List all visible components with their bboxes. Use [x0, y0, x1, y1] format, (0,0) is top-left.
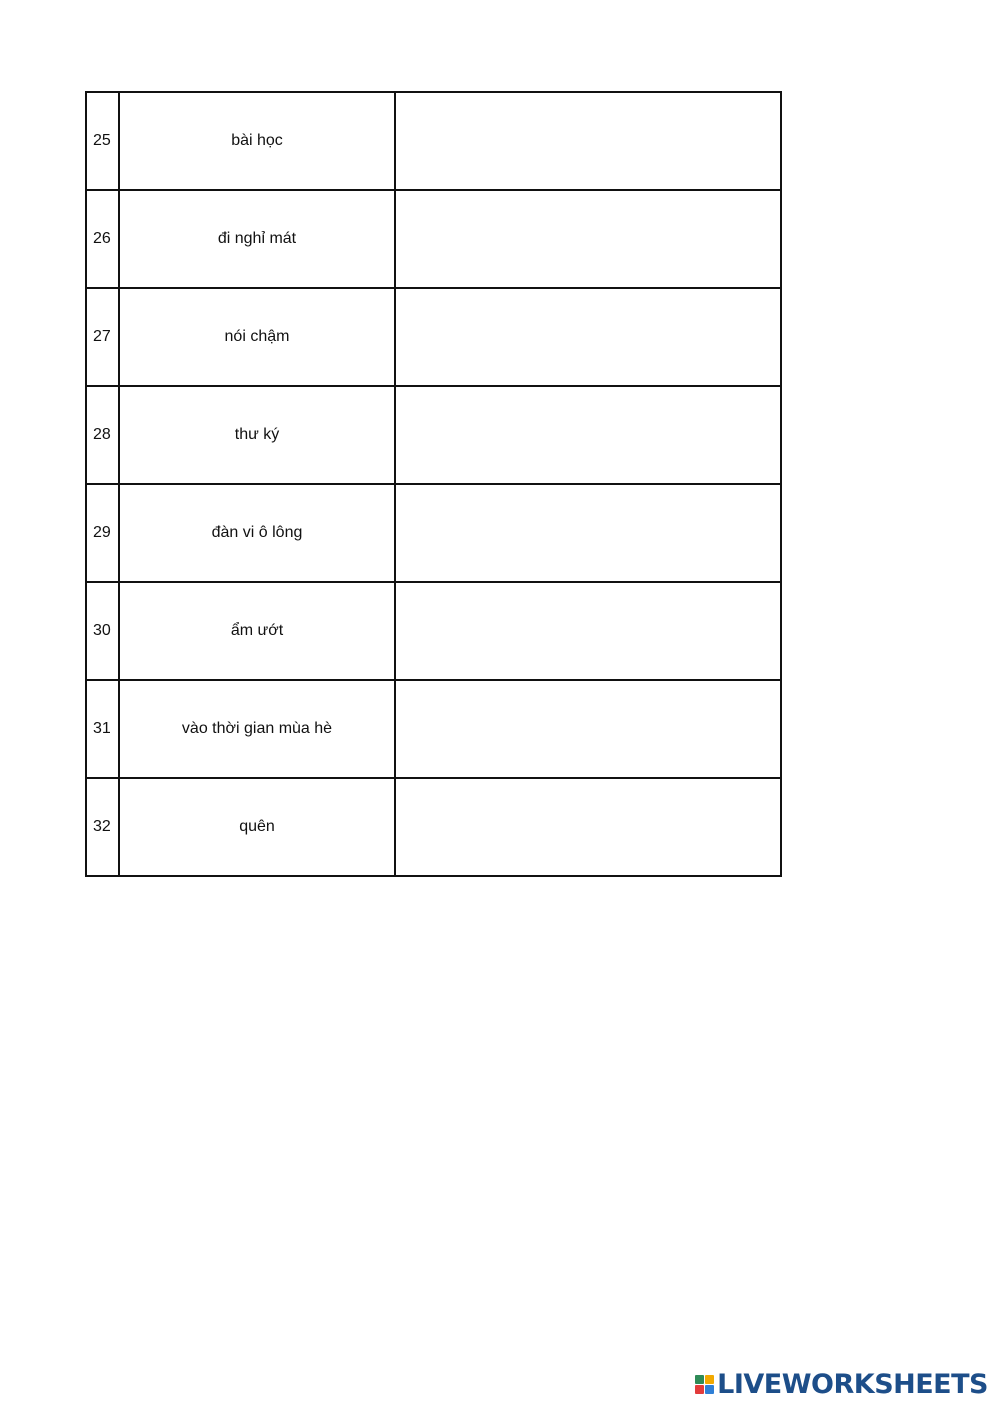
answer-cell	[395, 386, 781, 484]
table-row	[86, 386, 781, 484]
answer-input[interactable]	[396, 681, 780, 777]
vocabulary-word: quên	[119, 778, 395, 876]
answer-input[interactable]	[396, 289, 780, 385]
logo-square	[695, 1385, 704, 1394]
row-number: 32	[86, 778, 119, 876]
answer-cell	[395, 484, 781, 582]
vocabulary-table	[85, 91, 782, 877]
answer-cell	[395, 190, 781, 288]
logo-square	[705, 1375, 714, 1384]
answer-input[interactable]	[396, 779, 780, 875]
answer-input[interactable]	[396, 93, 780, 189]
table-row	[86, 484, 781, 582]
row-number: 31	[86, 680, 119, 778]
brand-wordmark: LIVEWORKSHEETS	[717, 1369, 988, 1400]
answer-cell	[395, 778, 781, 876]
row-number: 29	[86, 484, 119, 582]
vocabulary-word: đi nghỉ mát	[119, 190, 395, 288]
liveworksheets-logo-icon	[695, 1375, 714, 1394]
row-number: 27	[86, 288, 119, 386]
logo-square	[705, 1385, 714, 1394]
row-number: 30	[86, 582, 119, 680]
answer-input[interactable]	[396, 485, 780, 581]
row-number: 26	[86, 190, 119, 288]
answer-input[interactable]	[396, 191, 780, 287]
answer-input[interactable]	[396, 583, 780, 679]
table-row	[86, 778, 781, 876]
logo-square	[695, 1375, 704, 1384]
liveworksheets-brand	[695, 1369, 988, 1400]
vocabulary-word: bài học	[119, 92, 395, 190]
table-row	[86, 190, 781, 288]
answer-cell	[395, 288, 781, 386]
table-row	[86, 680, 781, 778]
vocabulary-word: ẩm ướt	[119, 582, 395, 680]
vocabulary-word: đàn vi ô lông	[119, 484, 395, 582]
table-row	[86, 582, 781, 680]
vocabulary-word: nói chậm	[119, 288, 395, 386]
answer-cell	[395, 680, 781, 778]
table-row	[86, 92, 781, 190]
answer-input[interactable]	[396, 387, 780, 483]
answer-cell	[395, 582, 781, 680]
table-row	[86, 288, 781, 386]
row-number: 28	[86, 386, 119, 484]
row-number: 25	[86, 92, 119, 190]
vocabulary-word: vào thời gian mùa hè	[119, 680, 395, 778]
answer-cell	[395, 92, 781, 190]
vocabulary-word: thư ký	[119, 386, 395, 484]
